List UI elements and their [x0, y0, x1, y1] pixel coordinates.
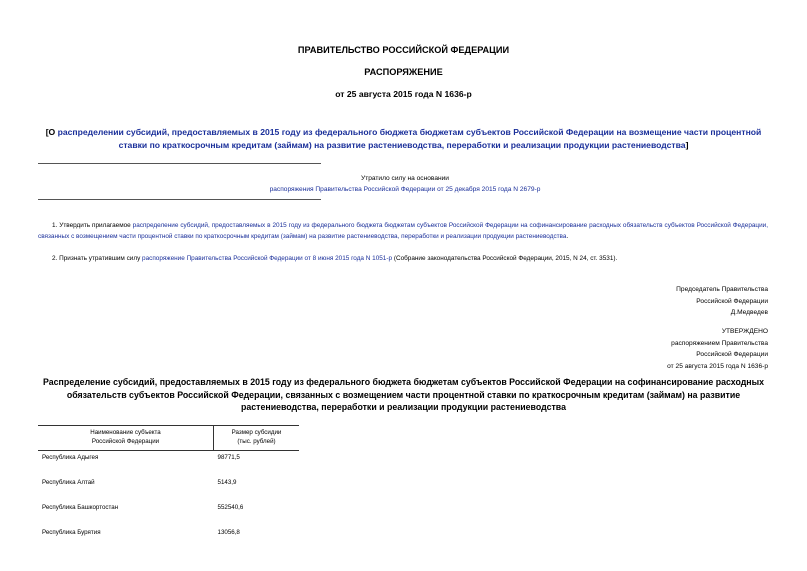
- void-notice-text: Утратило силу на основании: [361, 175, 449, 182]
- column-header-region-line1: Наименование субъекта: [90, 429, 161, 436]
- table-row: [38, 501, 299, 526]
- government-heading: ПРАВИТЕЛЬСТВО РОССИЙСКОЙ ФЕДЕРАЦИИ: [297, 45, 510, 55]
- document-subject: [40, 126, 767, 152]
- subsidy-table: [38, 425, 299, 551]
- table-header-row: [38, 426, 299, 451]
- amount-cell: 5143,9: [217, 479, 237, 486]
- column-header-region-line2: Российской Федерации: [91, 437, 160, 445]
- table-row: [38, 451, 299, 477]
- point-1-prefix: 1. Утвердить прилагаемое: [52, 222, 133, 229]
- region-cell: Республика Адыгея: [42, 454, 99, 461]
- divider-bottom: [38, 199, 321, 200]
- column-header-region: [38, 426, 214, 451]
- column-header-amount: [214, 426, 300, 451]
- approval-line4: от 25 августа 2015 года N 1636-р: [667, 362, 768, 370]
- region-cell: Республика Башкортостан: [42, 504, 119, 511]
- approval-line2: распоряжением Правительства: [671, 339, 768, 347]
- point-2-prefix: 2. Признать утратившим силу: [52, 255, 143, 262]
- signature-name: Д.Медведев: [730, 309, 768, 316]
- point-2-link[interactable]: распоряжение Правительства Российской Федерации от 8 июня 2015 года N 1051-р: [142, 255, 393, 262]
- distribution-title: Распределение субсидий, предоставляемых в 2015 году из федерального бюджета бюджетам субъектов Российской Федерации на софинансирование расходных обязательств субъектов Российской Федерации, связанных с возмещением части процентной ставки по краткосрочным кредитам (займам) на развитие растениеводства, переработки и реализации продукции растениеводства: [42, 377, 765, 412]
- point-1-link[interactable]: распределение субсидий, предоставляемых в 2015 году из федерального бюджета бюджетам субъектов Российской Федерации на софинансирование расходных обязательств субъектов Российской Федерации, связанных с возмещением части процентной ставки по краткосрочным кредитам (займам) на развитие растениеводства, переработки и реализации продукции растениеводства: [38, 222, 768, 240]
- region-cell: Республика Алтай: [42, 479, 95, 486]
- order-date-number: от 25 августа 2015 года N 1636-р: [335, 89, 472, 99]
- approval-line3: Российской Федерации: [696, 351, 768, 358]
- approval-block: [560, 326, 768, 372]
- table-row: [38, 526, 299, 551]
- table-row: [38, 476, 299, 501]
- region-cell: Республика Бурятия: [42, 529, 101, 536]
- document-type-heading: РАСПОРЯЖЕНИЕ: [364, 67, 443, 77]
- subject-close-bracket: ]: [685, 140, 689, 150]
- void-notice: [240, 173, 570, 195]
- signature-block: [600, 284, 768, 319]
- approval-line1: УТВЕРЖДЕНО: [721, 328, 768, 335]
- amount-cell: 13056,8: [217, 529, 240, 536]
- point-2-suffix: (Собрание законодательства Российской Федерации, 2015, N 24, ст. 3531).: [392, 255, 618, 262]
- subject-open-bracket: [О: [45, 127, 58, 137]
- void-notice-link[interactable]: распоряжения Правительства Российской Федерации от 25 декабря 2015 года N 2679-р: [269, 186, 541, 193]
- column-header-amount-line2: (тыс. рублей): [237, 437, 276, 445]
- column-header-amount-line1: Размер субсидии: [231, 429, 282, 436]
- amount-cell: 98771,5: [217, 454, 240, 461]
- point-2: [38, 253, 768, 264]
- divider-top: [38, 163, 321, 164]
- signature-title-line1: Председатель Правительства: [676, 286, 768, 293]
- amount-cell: 552540,6: [217, 504, 244, 511]
- point-1-suffix: .: [566, 233, 569, 240]
- subject-link[interactable]: распределении субсидий, предоставляемых в 2015 году из федерального бюджета бюджетам субъектов Российской Федерации на возмещение части процентной ставки по краткосрочным кредитам (займам) на развитие растениеводства, переработки и реализации продукции растениеводства: [57, 127, 762, 150]
- point-1: [38, 220, 768, 242]
- signature-title-line2: Российской Федерации: [696, 297, 768, 305]
